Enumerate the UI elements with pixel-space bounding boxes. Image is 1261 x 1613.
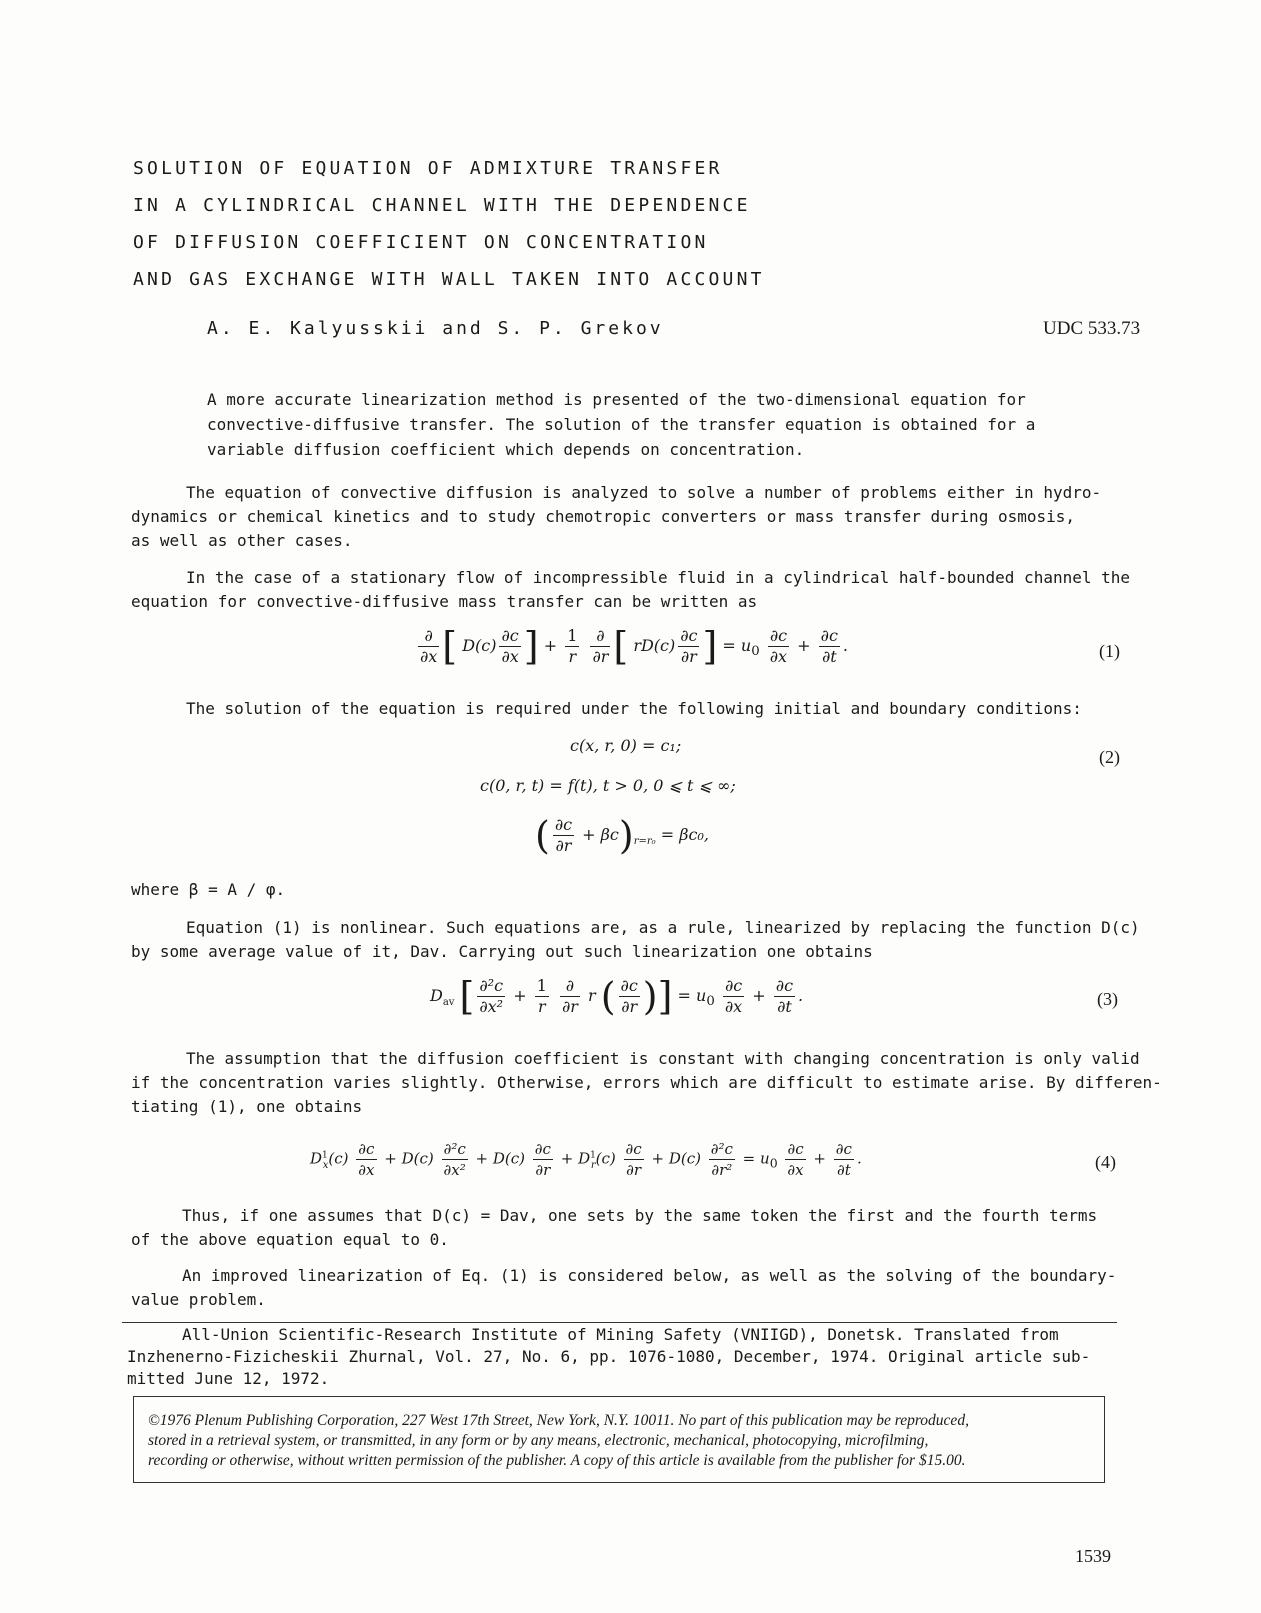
title-line: AND GAS EXCHANGE WITH WALL TAKEN INTO ACCOUNT bbox=[133, 269, 765, 290]
footnote-line: mitted June 12, 1972. bbox=[127, 1369, 330, 1388]
text-line: The assumption that the diffusion coefficient is constant with changing concentration is only valid bbox=[186, 1049, 1140, 1068]
text-line: dynamics or chemical kinetics and to study chemotropic converters or mass transfer during osmosis, bbox=[131, 507, 1076, 526]
text-line: In the case of a stationary flow of incompressible fluid in a cylindrical half-bounded channel the bbox=[186, 568, 1131, 587]
article-title bbox=[133, 150, 1093, 298]
copyright-line: ©1976 Plenum Publishing Corporation, 227 West 17th Street, New York, N.Y. 10011. No part of this publication may be reproduced, bbox=[148, 1412, 969, 1429]
equation-2-line-2: c(0, r, t) = f(t), t > 0, 0 ⩽ t ⩽ ∞; bbox=[480, 776, 736, 795]
equation-1: $\frac{\partial}{\partial x}$ [ D(c) $\frac{\partial c}{\partial x}$ ] + $\frac{1}{r}$ $\frac{\partial}{\partial r}$ [ rD(c) $\frac{\partial c}{\partial r}$ ] = $u_0$ $\frac{\partial c}{\partial x}$ + $\frac{\partial c}{\partial t}$ . bbox=[420, 624, 848, 669]
abstract-line: convective-diffusive transfer. The solution of the transfer equation is obtained for a bbox=[207, 415, 1036, 434]
paragraph-6 bbox=[131, 1204, 1097, 1252]
abstract-line: variable diffusion coefficient which depends on concentration. bbox=[207, 440, 805, 459]
equation-number: (4) bbox=[1095, 1152, 1116, 1172]
title-line: IN A CYLINDRICAL CHANNEL WITH THE DEPENDENCE bbox=[133, 195, 751, 216]
text-line: of the above equation equal to 0. bbox=[131, 1230, 449, 1249]
text-line: as well as other cases. bbox=[131, 531, 353, 550]
text-line: equation for convective-diffusive mass transfer can be written as bbox=[131, 592, 758, 611]
text-line: Thus, if one assumes that D(c) = Dav, one sets by the same token the first and the fourth terms bbox=[182, 1206, 1098, 1225]
paragraph-5 bbox=[131, 1047, 1162, 1119]
text-line: Equation (1) is nonlinear. Such equations are, as a rule, linearized by replacing the function D(c) bbox=[186, 918, 1140, 937]
abstract bbox=[207, 387, 1067, 462]
where-line bbox=[131, 878, 285, 902]
abstract-line: A more accurate linearization method is presented of the two-dimensional equation for bbox=[207, 390, 1026, 409]
text-line: by some average value of it, Dav. Carrying out such linearization one obtains bbox=[131, 942, 873, 961]
footnote-divider bbox=[122, 1322, 1117, 1323]
udc-code: UDC 533.73 bbox=[1043, 318, 1141, 339]
paragraph-2 bbox=[131, 566, 1130, 614]
text-line: The equation of convective diffusion is analyzed to solve a number of problems either in hydro- bbox=[186, 483, 1102, 502]
text-line: An improved linearization of Eq. (1) is considered below, as well as the solving of the boundary- bbox=[182, 1266, 1117, 1285]
text-line: The solution of the equation is required under the following initial and boundary conditions: bbox=[186, 699, 1082, 718]
paragraph-4 bbox=[131, 916, 1140, 964]
equation-2-line-3: ( $\frac{\partial c}{\partial r}$ + $\beta c)_{r=r_0} = \beta c_0$, bbox=[535, 813, 709, 858]
page-number: 1539 bbox=[1075, 1546, 1111, 1566]
equation-3: $D_{av}$ [ $\frac{\text{∂²c}}{\text{∂x²}}$ + $\frac{1}{r}$ $\frac{\partial}{\partial r}$ r ( $\frac{\partial c}{\partial r}$ )] = $u_0$ $\frac{\partial c}{\partial x}$ + $\frac{\partial c}{\partial t}$ . bbox=[430, 974, 804, 1019]
equation-2-line-1: c(x, r, 0) = c₁; bbox=[570, 736, 682, 755]
paragraph-7 bbox=[131, 1264, 1116, 1312]
footnote-line: All-Union Scientific-Research Institute of Mining Safety (VNIIGD), Donetsk. Translated from bbox=[182, 1325, 1059, 1344]
copyright-box bbox=[133, 1396, 1105, 1483]
copyright-line: recording or otherwise, without written permission of the publisher. A copy of this article is available from the publisher for $15.00. bbox=[148, 1452, 966, 1469]
equation-number: (1) bbox=[1099, 641, 1120, 661]
title-line: SOLUTION OF EQUATION OF ADMIXTURE TRANSFER bbox=[133, 158, 723, 179]
footnote bbox=[127, 1324, 1112, 1390]
equation-2-rhs: = βc₀, bbox=[660, 825, 709, 844]
paragraph-1 bbox=[131, 481, 1101, 553]
text-line: where β = A / φ. bbox=[131, 880, 286, 899]
equation-number: (3) bbox=[1097, 989, 1118, 1009]
copyright-line: stored in a retrieval system, or transmitted, in any form or by any means, electronic, mechanical, photocopying, microfilming, bbox=[148, 1432, 929, 1449]
equation-4: $D^1_x(c)$ $\frac{\partial c}{\partial x}$ + D(c) $\frac{\text{∂²c}}{\text{∂x²}}$ + D(c) $\frac{\partial c}{\partial r}$ + $D^1_r(c)$ $\frac{\partial c}{\partial r}$ + D(c) $\frac{\text{∂²c}}{\text{∂r²}}$ = $u_0$ $\frac{\partial c}{\partial x}$ + $\frac{\partial c}{\partial t}$ . bbox=[310, 1140, 862, 1179]
footnote-line: Inzhenerno-Fizicheskii Zhurnal, Vol. 27, No. 6, pp. 1076-1080, December, 1974. Original article sub- bbox=[127, 1347, 1091, 1366]
title-line: OF DIFFUSION COEFFICIENT ON CONCENTRATION bbox=[133, 232, 709, 253]
equation-number: (2) bbox=[1099, 747, 1120, 767]
paragraph-3 bbox=[186, 697, 1082, 721]
text-line: tiating (1), one obtains bbox=[131, 1097, 363, 1116]
authors: A. E. Kalyusskii and S. P. Grekov bbox=[207, 318, 664, 339]
text-line: value problem. bbox=[131, 1290, 266, 1309]
text-line: if the concentration varies slightly. Otherwise, errors which are difficult to estimate arise. By differen- bbox=[131, 1073, 1162, 1092]
